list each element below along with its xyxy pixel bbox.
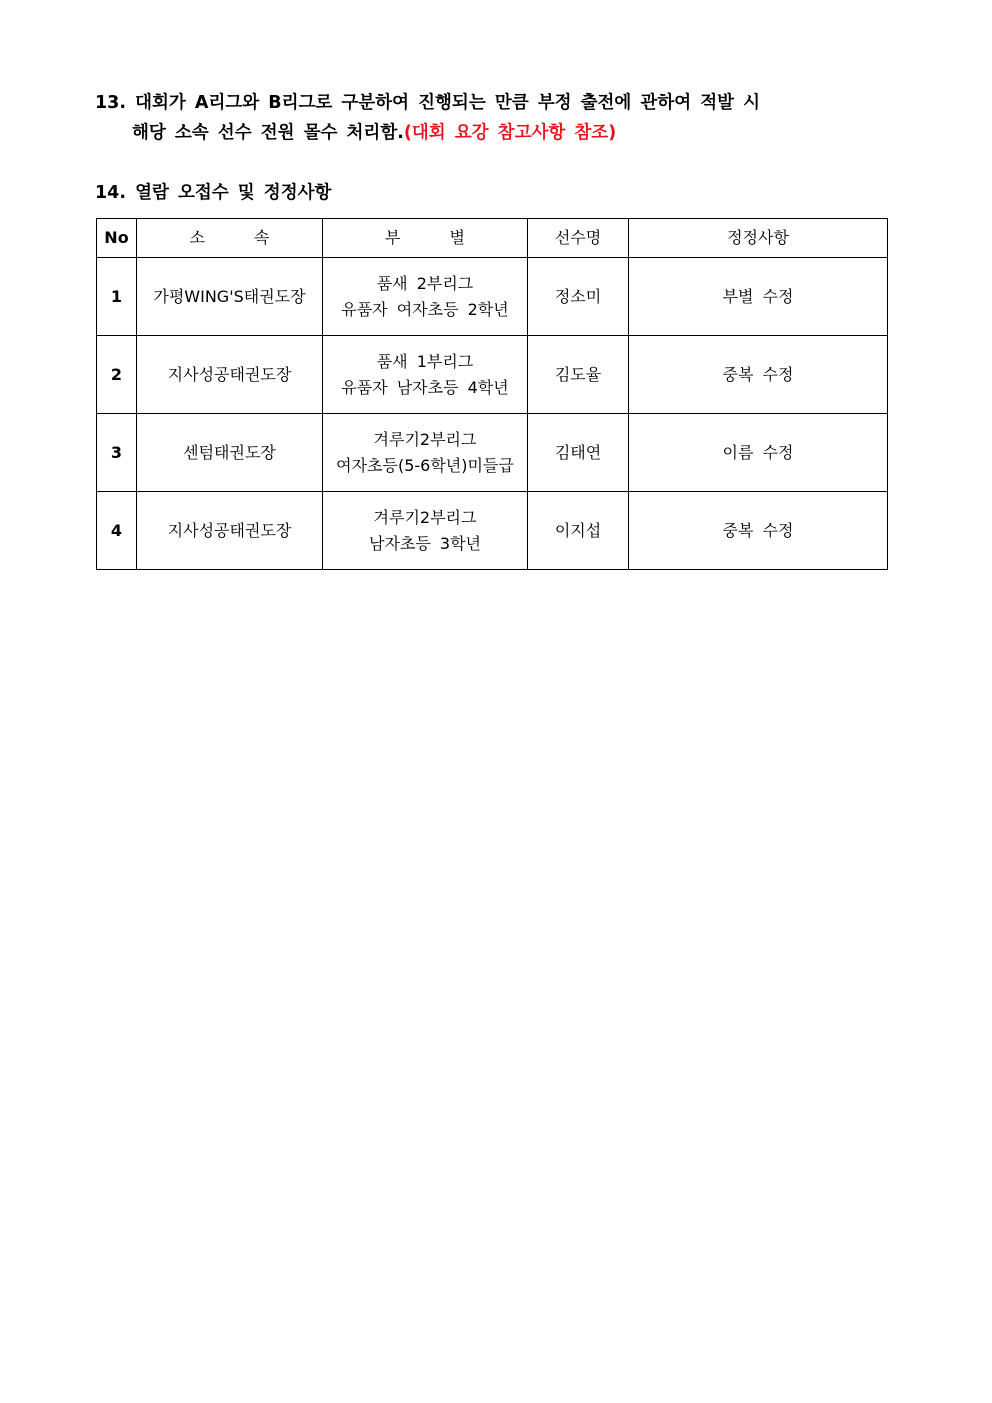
correction-cell: 중복 수정: [629, 492, 888, 570]
header-correction: 정정사항: [629, 219, 888, 258]
division-cell: [323, 258, 528, 336]
correction-cell: 부별 수정: [629, 258, 888, 336]
row-number: 3: [97, 414, 137, 492]
division-cell: [323, 414, 528, 492]
table-header-row: [97, 219, 888, 258]
correction-cell: 이름 수정: [629, 414, 888, 492]
player-name-cell: 김도율: [528, 336, 629, 414]
table-row: [97, 492, 888, 570]
affiliation-cell: 센텀태권도장: [137, 414, 323, 492]
item-13-line-2: [95, 118, 760, 148]
row-number: 4: [97, 492, 137, 570]
division-line-1: 품새 2부리그: [376, 273, 474, 293]
table-row: [97, 414, 888, 492]
correction-table: [96, 218, 888, 570]
affiliation-cell: 지사성공태권도장: [137, 336, 323, 414]
item-13-reference-note: (대회 요강 참고사항 참조): [403, 123, 617, 143]
item-14-heading: 14. 열람 오접수 및 정정사항: [95, 183, 332, 203]
division-line-2: 여자초등(5-6학년)미들급: [336, 455, 514, 475]
table-row: [97, 258, 888, 336]
item-13-line-2-text: 해당 소속 선수 전원 몰수 처리함.: [132, 123, 404, 143]
player-name-cell: 정소미: [528, 258, 629, 336]
division-cell: [323, 492, 528, 570]
division-line-2: 유품자 여자초등 2학년: [341, 299, 509, 319]
header-player-name: 선수명: [528, 219, 629, 258]
item-13-line-1: 13. 대회가 A리그와 B리그로 구분하여 진행되는 만큼 부정 출전에 관하여 적발 시: [95, 93, 761, 113]
row-number: 2: [97, 336, 137, 414]
division-cell: [323, 336, 528, 414]
division-line-1: 품새 1부리그: [376, 351, 474, 371]
affiliation-cell: 가평WING'S태권도장: [137, 258, 323, 336]
correction-cell: 중복 수정: [629, 336, 888, 414]
division-line-2: 남자초등 3학년: [368, 533, 481, 553]
table-row: [97, 336, 888, 414]
division-line-1: 겨루기2부리그: [373, 429, 477, 449]
header-no: No: [97, 219, 137, 258]
division-line-1: 겨루기2부리그: [373, 507, 477, 527]
affiliation-cell: 지사성공태권도장: [137, 492, 323, 570]
header-affiliation: 소 속: [137, 219, 323, 258]
player-name-cell: 이지섭: [528, 492, 629, 570]
division-line-2: 유품자 남자초등 4학년: [341, 377, 509, 397]
item-13-paragraph: [95, 88, 760, 148]
player-name-cell: 김태연: [528, 414, 629, 492]
header-division: 부 별: [323, 219, 528, 258]
row-number: 1: [97, 258, 137, 336]
